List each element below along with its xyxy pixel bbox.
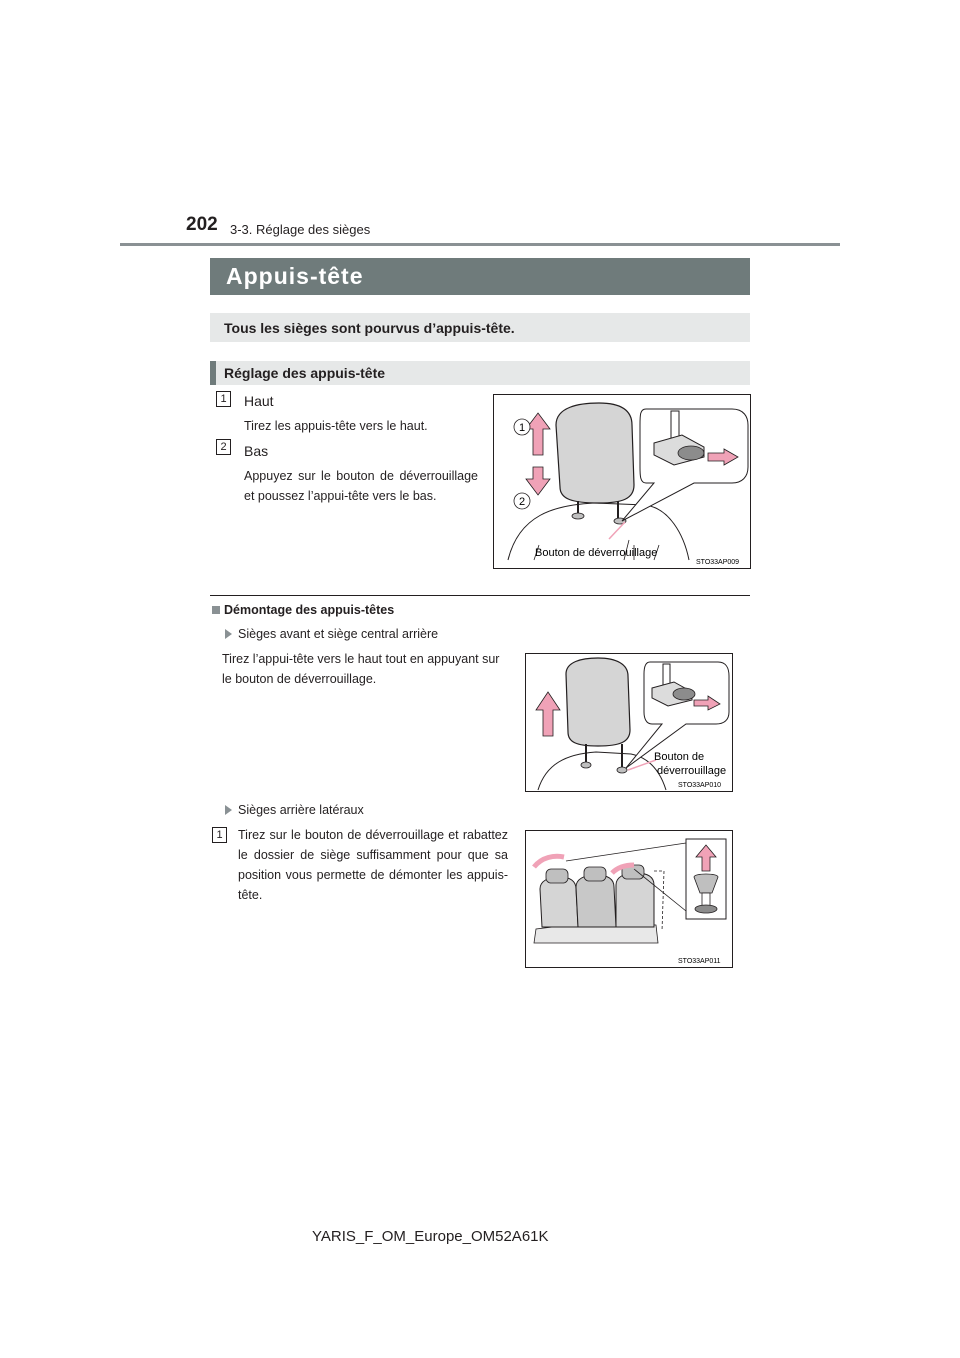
triangle-bullet-1: [225, 629, 232, 639]
figure-headrest-adjust: [493, 394, 751, 569]
step-text-1: Tirez les appuis-tête vers le haut.: [244, 419, 428, 433]
intro-text: Tous les sièges sont pourvus d’appuis-tête.: [224, 320, 515, 336]
page-number: 202: [186, 214, 218, 235]
section-reference: 3-3. Réglage des sièges: [230, 222, 371, 237]
figure2-label-line2: déverrouillage: [657, 765, 727, 777]
figure1-callout-1: 1: [518, 422, 526, 434]
figure1-callout-2: 2: [518, 496, 526, 508]
item2-title: Sièges arrière latéraux: [238, 803, 364, 817]
figure-front-headrest-removal: [525, 653, 733, 792]
page-title: Appuis-tête: [226, 263, 364, 289]
step-number-1: 1: [216, 391, 231, 407]
item1-title: Sièges avant et siège central arrière: [238, 627, 439, 641]
header-rule: [120, 243, 840, 246]
figure3-code: STO33AP011: [678, 958, 721, 965]
step-label-1: Haut: [244, 393, 274, 409]
front-headrest-removal-illustration: [526, 654, 732, 791]
figure-rear-headrest-removal: [525, 830, 733, 968]
footer-document-id: YARIS_F_OM_Europe_OM52A61K: [312, 1228, 549, 1245]
triangle-bullet-2: [225, 805, 232, 815]
figure2-code: STO33AP010: [678, 782, 722, 789]
subsection-accent: [210, 361, 216, 385]
figure1-release-label: Bouton de déverrouillage: [535, 547, 658, 559]
item1-text: Tirez l’appui-tête vers le haut tout en appuyant sur le bouton de déverrouillage.: [222, 652, 500, 686]
step-label-2: Bas: [244, 443, 269, 459]
intro-box: [210, 313, 750, 342]
headrest-adjust-illustration: [494, 395, 750, 568]
heading-square-bullet: [212, 606, 220, 614]
figure1-code: STO33AP009: [696, 559, 740, 566]
section-divider: [210, 595, 750, 596]
step-text-2: Appuyez sur le bouton de déverrouillage et poussez l’appui-tête vers le bas.: [244, 469, 478, 503]
removal-heading: Démontage des appuis-têtes: [224, 603, 395, 617]
subsection-bar: [210, 361, 750, 385]
rear-headrest-removal-illustration: [526, 831, 732, 967]
item2-step-number: 1: [212, 827, 227, 843]
title-bar: [210, 258, 750, 295]
figure2-label-line1: Bouton de: [654, 751, 705, 763]
item2-text: Tirez sur le bouton de déverrouillage et rabattez le dossier de siège suffisamment pour que sa position vous permette de démonter les appuis-tête.: [238, 828, 508, 902]
step-number-2: 2: [216, 439, 231, 455]
subsection-title: Réglage des appuis-tête: [224, 365, 386, 381]
